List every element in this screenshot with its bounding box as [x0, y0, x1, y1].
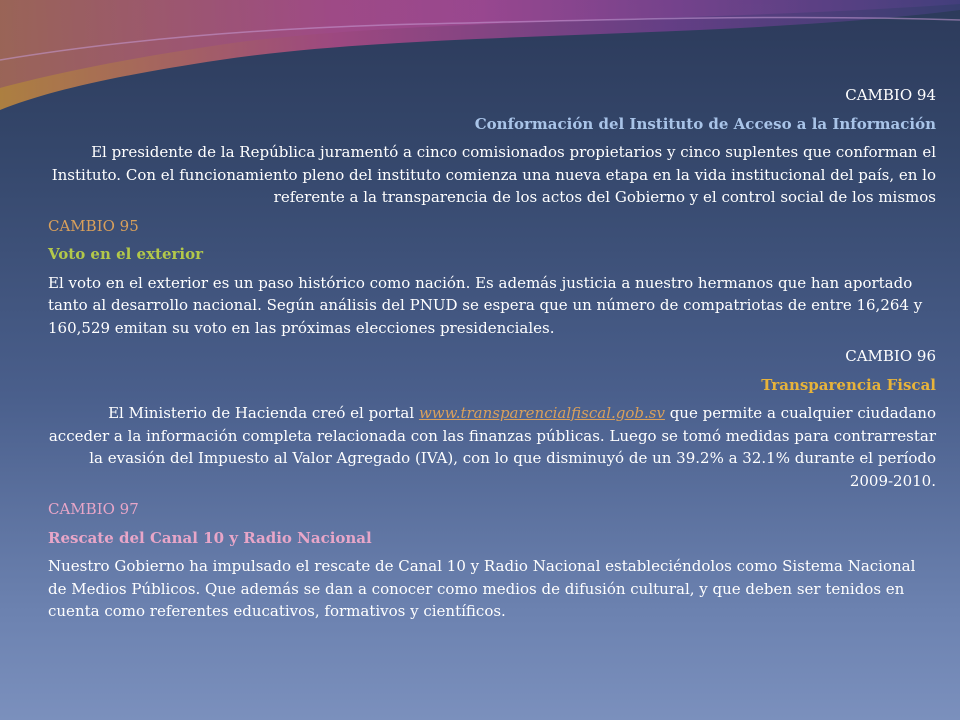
cambio-96-body-before: El Ministerio de Hacienda creó el portal: [108, 404, 419, 422]
cambio-96-body-after: que permite a cualquier ciudadano acceder a la información completa relacionada con las finanzas públicas. Luego se tomó medidas para contrarrestar la evasión del Impuesto al Valor Agregado (IVA), con lo que disminuyó de un 39.2% a 32.1% durante el período 2009-2010.: [48, 404, 936, 490]
cambio-96-body: [48, 402, 936, 492]
cambio-94-title: Conformación del Instituto de Acceso a la Información: [474, 114, 936, 133]
cambio-94-heading: CAMBIO 94: [845, 86, 936, 104]
cambio-95-title: Voto en el exterior: [48, 245, 204, 263]
transparencia-fiscal-link[interactable]: www.transparencialfiscal.gob.sv: [418, 404, 665, 422]
cambio-97-heading: CAMBIO 97: [48, 500, 139, 518]
cambio-95-heading: CAMBIO 95: [48, 216, 139, 235]
cambio-97-body: Nuestro Gobierno ha impulsado el rescate de Canal 10 y Radio Nacional estableciéndolos como Sistema Nacional de Medios Públicos. Que además se dan a conocer como medios de difusión cultural, y que deben ser tenidos en cuenta como referentes educativos, formativos y científicos.: [48, 557, 916, 620]
cambio-95-body: El voto en el exterior es un paso histórico como nación. Es además justicia a nuestro hermanos que han aportado tanto al desarrollo nacional. Según análisis del PNUD se espera que un número de compatriotas de entre 16,264 y 160,529 emitan su voto en las próximas elecciones presidenciales.: [48, 273, 923, 337]
cambio-96-title: Transparencia Fiscal: [761, 375, 936, 394]
cambio-97-title: Rescate del Canal 10 y Radio Nacional: [48, 528, 372, 547]
cambio-94-body: El presidente de la República juramentó a cinco comisionados propietarios y cinco suplentes que conforman el Instituto. Con el funcionamiento pleno del instituto comienza una nueva etapa en la vida institucional del país, en lo referente a la transparencia de los actos del Gobierno y el control social de los mismos: [51, 143, 936, 206]
slide-content: [48, 84, 936, 623]
cambio-96-heading: CAMBIO 96: [845, 347, 936, 365]
